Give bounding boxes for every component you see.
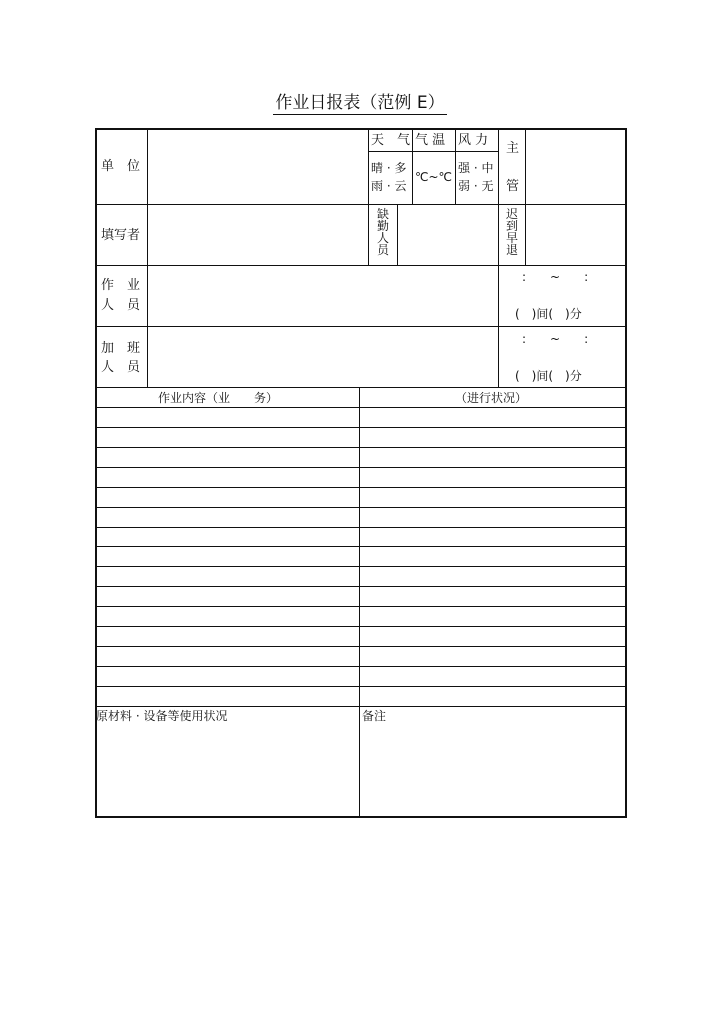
col-header-content: 作业内容（业 务）	[158, 391, 279, 405]
row-divider	[95, 686, 627, 687]
temperature-value: ℃~℃	[415, 170, 453, 184]
supervisor-label-1: 主	[506, 141, 520, 156]
col-divider	[498, 128, 499, 387]
row-divider	[95, 326, 627, 327]
row-divider	[95, 527, 627, 528]
col-divider	[397, 204, 398, 265]
wind-label: 风 力	[458, 133, 489, 148]
materials-label: 原材料 · 设备等使用状况	[96, 709, 228, 723]
worker-label-2: 人 员	[101, 298, 141, 313]
filler-label: 填写者	[101, 228, 141, 243]
weather-options-1: 晴 · 多	[371, 161, 407, 175]
row-divider	[95, 487, 627, 488]
col-header-progress: （进行状况）	[455, 391, 528, 405]
worker-duration: ( )间( )分	[515, 307, 582, 321]
row-divider	[95, 467, 627, 468]
col-divider	[455, 128, 456, 204]
temperature-label: 气 温	[415, 133, 446, 148]
overtime-duration: ( )间( )分	[515, 369, 582, 383]
supervisor-label-2: 管	[506, 179, 520, 194]
late-early-label: 迟到早退	[505, 207, 518, 257]
weather-options-2: 雨 · 云	[371, 179, 407, 193]
row-divider	[95, 646, 627, 647]
weather-divider	[368, 151, 498, 152]
col-divider	[147, 128, 148, 387]
col-divider	[368, 128, 369, 265]
remarks-label: 备注	[362, 709, 387, 723]
wind-options-1: 强 · 中	[458, 161, 494, 175]
wind-options-2: 弱 · 无	[458, 179, 494, 193]
col-divider	[412, 128, 413, 204]
title-text: 作业日报表（范例 E）	[275, 93, 445, 113]
row-divider	[95, 706, 627, 707]
row-divider	[95, 265, 627, 266]
row-divider	[95, 507, 627, 508]
row-divider	[95, 447, 627, 448]
worker-label-1: 作 业	[101, 278, 141, 293]
row-divider	[95, 606, 627, 607]
row-divider	[95, 407, 627, 408]
row-divider	[95, 387, 627, 388]
row-divider	[95, 427, 627, 428]
row-divider	[95, 566, 627, 567]
row-divider	[95, 586, 627, 587]
col-divider	[525, 128, 526, 265]
col-divider	[359, 387, 360, 817]
overtime-label-2: 人 员	[101, 360, 141, 375]
worker-time: : ~ :	[522, 270, 589, 284]
overtime-time: : ~ :	[522, 332, 589, 346]
page-title	[0, 88, 720, 113]
row-divider	[95, 626, 627, 627]
row-divider	[95, 666, 627, 667]
absent-label: 缺勤人员	[376, 207, 389, 257]
weather-label: 天 气	[371, 133, 411, 148]
overtime-label-1: 加 班	[101, 341, 141, 356]
row-divider	[95, 546, 627, 547]
row-divider	[95, 204, 627, 205]
unit-label: 单 位	[101, 159, 141, 174]
